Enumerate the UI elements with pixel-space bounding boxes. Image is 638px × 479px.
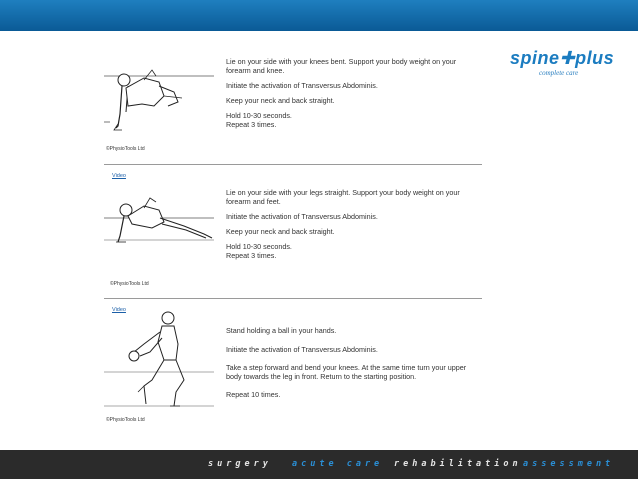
instruction-line: Lie on your side with your legs straight. Support your body weight on your forearm and feet. [226,188,460,206]
instruction-line: Hold 10-30 seconds. [226,111,292,120]
section-divider [104,164,482,165]
copyright-label: ©PhysioTools Ltd [110,281,149,287]
instruction-line: Keep your neck and back straight. [226,96,335,105]
exercise-1-instructions [226,57,481,135]
instruction-line: Repeat 10 times. [226,390,281,399]
footer-item-acute-care: acute care [292,459,384,469]
instruction-line: Keep your neck and back straight. [226,227,335,236]
instruction-line: Initiate the activation of Transversus Abdominis. [226,345,378,354]
footer-item-rehabilitation: rehabilitation [394,459,522,469]
instruction-line: Initiate the activation of Transversus Abdominis. [226,212,378,221]
logo-tagline: complete care [539,69,579,77]
video-link[interactable]: Video [112,307,126,313]
logo-plus-icon: ✚ [559,48,576,68]
side-plank-straight-figure [104,192,224,255]
copyright-label: ©PhysioTools Ltd [106,146,145,152]
logo-wordmark [510,48,614,69]
exercise-2-instructions [226,188,481,266]
header-bar [0,0,638,31]
spineplus-logo [510,48,620,88]
instruction-line: Take a step forward and bend your knees. At the same time turn your upper body towards the leg in front. Return to the starting position. [226,363,467,381]
footer-item-surgery: surgery [208,459,272,469]
instruction-line: Repeat 3 times. [226,251,277,260]
instruction-line: Hold 10-30 seconds. [226,242,292,251]
instruction-line: Stand holding a ball in your hands. [226,326,337,335]
lunge-with-ball-figure [104,308,220,417]
exercise-3-instructions [226,326,481,405]
video-link[interactable]: Video [112,173,126,179]
section-divider [104,298,482,299]
logo-name-suffix: plus [575,48,615,68]
logo-name: spine [510,48,560,68]
instruction-line: Lie on your side with your knees bent. Support your body weight on your forearm and knee. [226,57,457,75]
instruction-line: Initiate the activation of Transversus Abdominis. [226,81,378,90]
footer-item-assessment: assessment [523,459,615,469]
side-plank-knees-figure [104,66,220,139]
copyright-label: ©PhysioTools Ltd [106,417,145,423]
instruction-line: Repeat 3 times. [226,120,277,129]
